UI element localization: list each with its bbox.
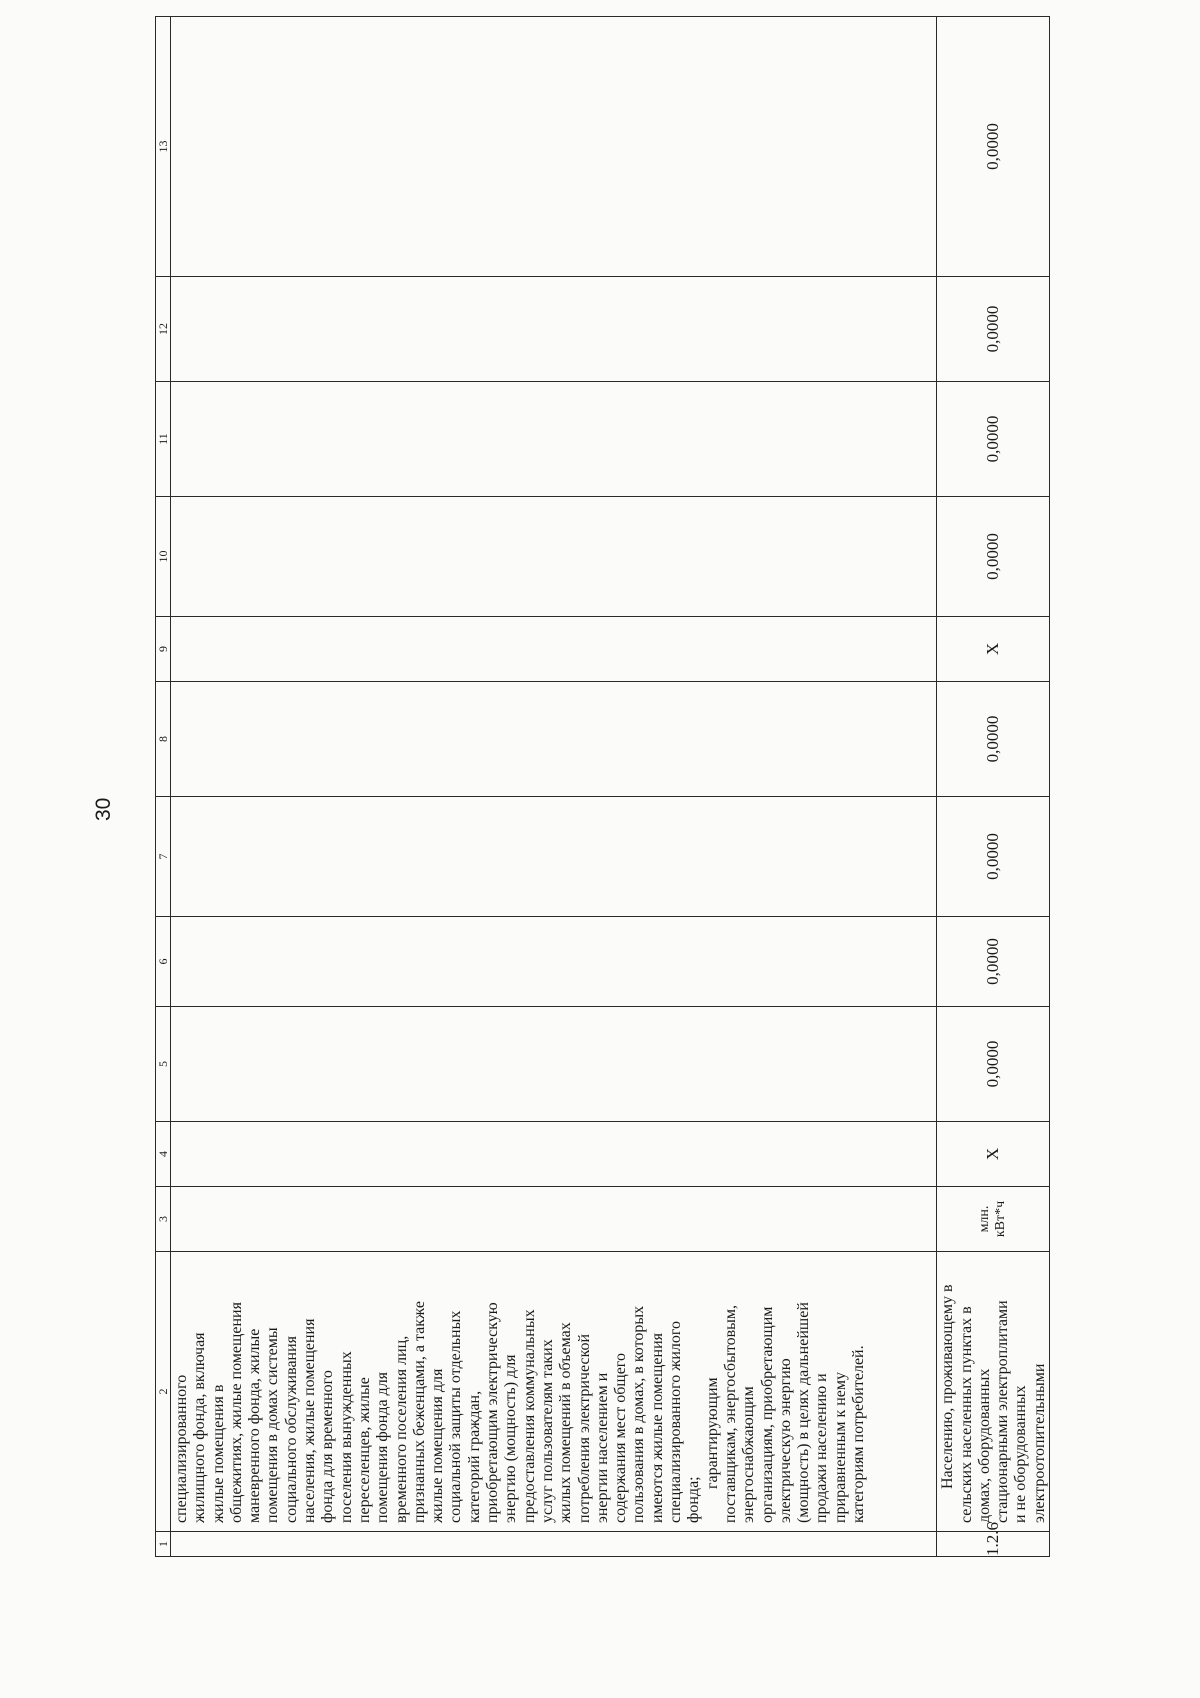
value-cell: X [937, 1122, 1050, 1187]
description-line: и не оборудованных [1012, 1385, 1030, 1523]
value-cell: 0,0000 [937, 277, 1050, 382]
description-line: сельских населенных пунктах в [957, 1306, 975, 1523]
description-line: помещения фонда для [374, 1371, 392, 1523]
table-row [937, 17, 1050, 1557]
description-line: приобретающим электрическую [484, 1302, 502, 1523]
unit-cell: млн. кВт*ч [937, 1187, 1050, 1252]
value-cell: 0,0000 [937, 497, 1050, 617]
description-line: стационарными электроплитами [994, 1300, 1012, 1523]
column-header: 1 [156, 1532, 171, 1557]
description-line: жилищного фонда, включая [191, 1332, 209, 1523]
column-header: 10 [156, 497, 171, 617]
table-cell [171, 382, 937, 497]
description-line: энергоснабжающим [740, 1386, 758, 1523]
description-line: потребления электрической [575, 1333, 593, 1523]
table-row [171, 17, 937, 1557]
description-line: социальной защиты отдельных [447, 1310, 465, 1523]
description-line: общежитиях, жилые помещения [227, 1302, 245, 1523]
column-header: 6 [156, 917, 171, 1007]
description-line: специализированного [173, 1374, 190, 1523]
description-line: продажи населению и [813, 1373, 831, 1523]
description-line: приравненным к нему [831, 1371, 849, 1523]
row-description [171, 1252, 937, 1532]
row-description [937, 1252, 1050, 1532]
description-line: временного поселения лиц, [392, 1335, 410, 1523]
column-header: 9 [156, 617, 171, 682]
table-cell [171, 497, 937, 617]
table-cell [171, 277, 937, 382]
description-line: жилые помещения в [209, 1384, 227, 1523]
description-line: категориям потребителей. [849, 1345, 867, 1523]
column-number-row [156, 17, 171, 1557]
description-line: организациям, приобретающим [758, 1306, 776, 1523]
description-line: электроотопительными [1030, 1363, 1048, 1523]
page-number: 30 [92, 797, 115, 821]
description-line: поселения вынужденных [337, 1351, 355, 1523]
description-line: поставщикам, энергосбытовым, [721, 1304, 739, 1523]
description-line: энергии населением и [593, 1372, 611, 1523]
column-header: 4 [156, 1122, 171, 1187]
table-cell [171, 17, 937, 277]
description-line: маневренного фонда, жилые [246, 1328, 264, 1523]
description-line: гарантирующим [703, 1377, 721, 1489]
value-cell: 0,0000 [937, 917, 1050, 1007]
column-header: 12 [156, 277, 171, 382]
description-line: энергию (мощность) для [502, 1354, 520, 1523]
table-cell [171, 1007, 937, 1122]
description-line: переселенцев, жилые [355, 1377, 373, 1523]
column-header: 5 [156, 1007, 171, 1122]
description-line: жилых помещений в объемах [557, 1322, 575, 1523]
description-line: пользования в домах, в которых [630, 1305, 648, 1523]
description-line: (мощность) в целях дальнейшей [795, 1302, 813, 1523]
description-line: категорий граждан, [465, 1390, 483, 1523]
description-line: жилые помещения для [429, 1368, 447, 1523]
table-cell [171, 617, 937, 682]
column-header: 2 [156, 1252, 171, 1532]
tariff-table [155, 16, 1050, 1557]
description-line: имеются жилые помещения [648, 1332, 666, 1523]
value-cell: 0,0000 [937, 682, 1050, 797]
description-line: услуг пользователям таких [538, 1339, 556, 1523]
description-line: содержания мест общего [612, 1353, 630, 1523]
table-cell [171, 917, 937, 1007]
column-header: 11 [156, 382, 171, 497]
table-cell [171, 1187, 937, 1252]
table-cell [171, 682, 937, 797]
value-cell: 0,0000 [937, 382, 1050, 497]
value-cell: 0,0000 [937, 797, 1050, 917]
column-header: 8 [156, 682, 171, 797]
column-header: 7 [156, 797, 171, 917]
column-header: 3 [156, 1187, 171, 1252]
description-line: помещения в домах системы [264, 1327, 282, 1523]
description-line: населения, жилые помещения [301, 1318, 319, 1523]
value-cell: 0,0000 [937, 17, 1050, 277]
row-code: 1.2.6 [937, 1532, 1050, 1557]
description-line: специализированного жилого [667, 1320, 685, 1523]
description-line: домах, оборудованных [975, 1368, 993, 1523]
rotated-table-wrapper [155, 17, 1050, 1557]
value-cell: 0,0000 [937, 1007, 1050, 1122]
table-cell [171, 797, 937, 917]
description-line: социального обслуживания [282, 1335, 300, 1523]
column-header: 13 [156, 17, 171, 277]
description-line: предоставления коммунальных [520, 1309, 538, 1523]
description-line: Населению, проживающему в [939, 1284, 957, 1489]
description-line: электрическую энергию [776, 1358, 794, 1523]
table-cell [171, 1122, 937, 1187]
value-cell: X [937, 617, 1050, 682]
description-line: фонда; [685, 1476, 703, 1523]
row-code-cell [171, 1532, 937, 1557]
description-line: фонда для временного [319, 1370, 337, 1523]
description-line: признанных беженцами, а также [410, 1301, 428, 1523]
